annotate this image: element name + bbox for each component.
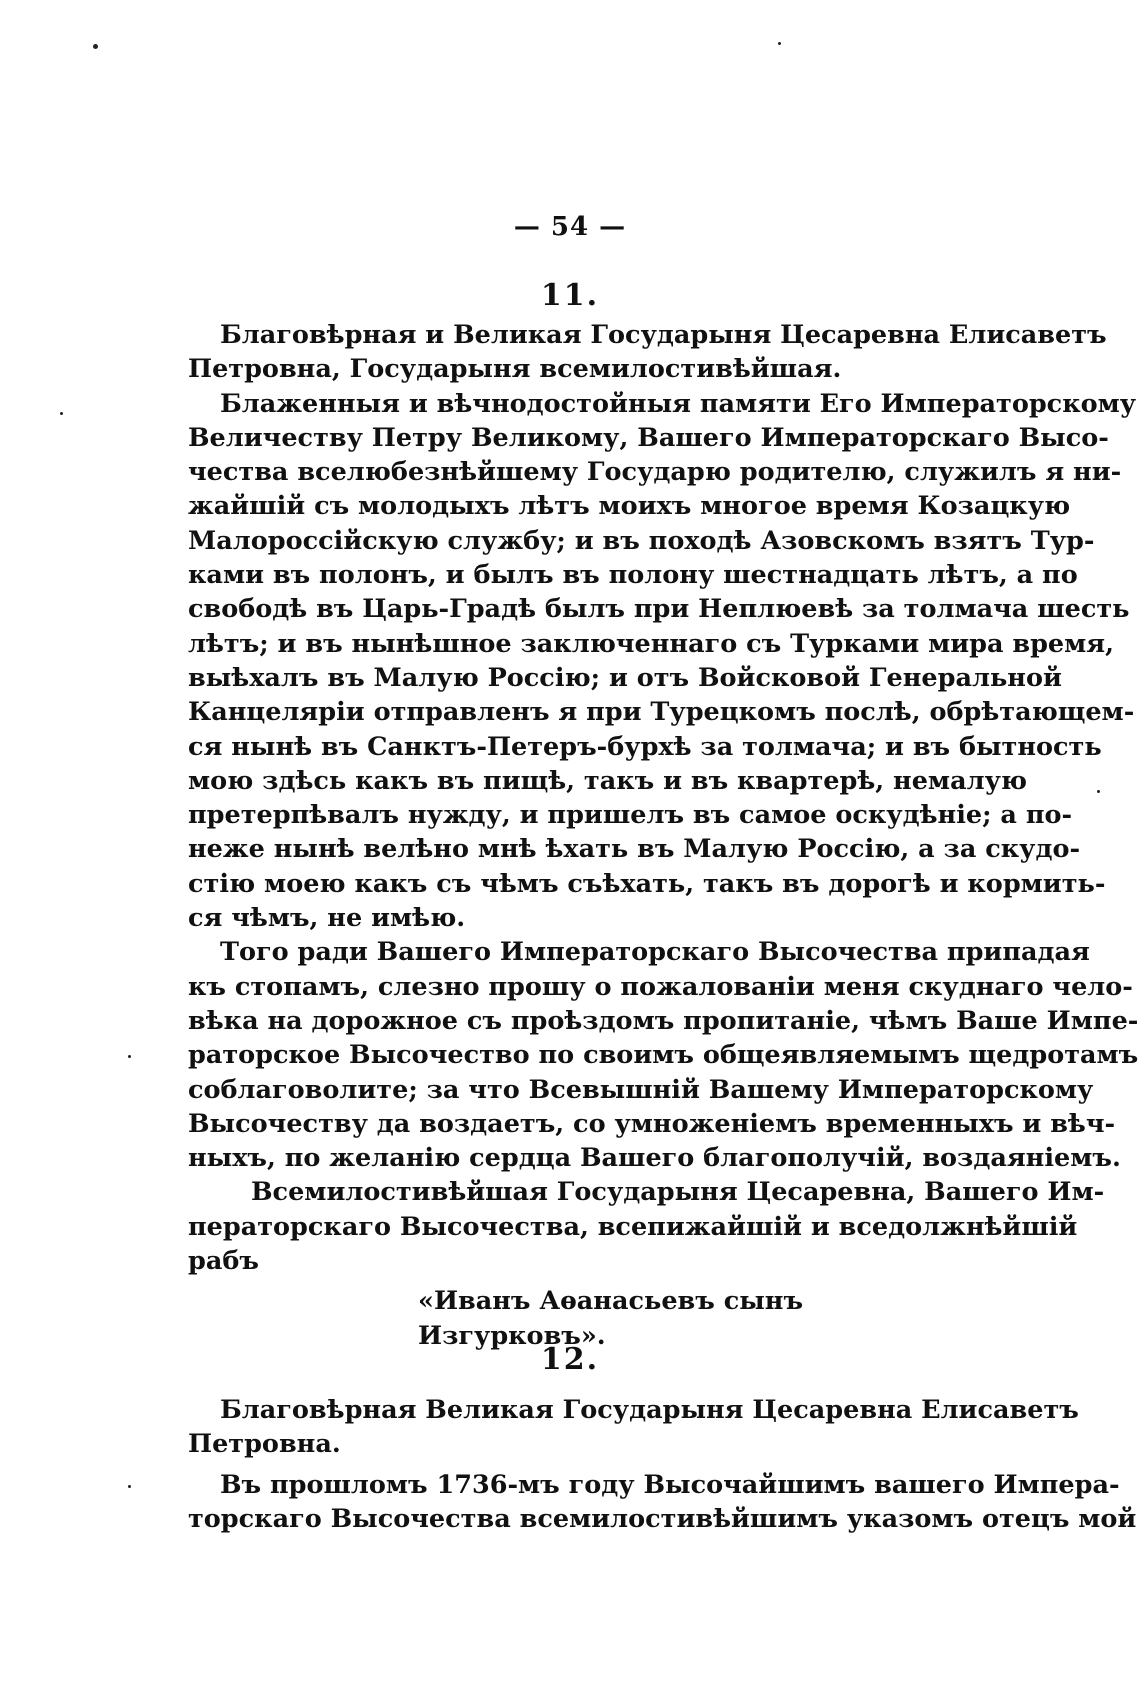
text-line: свободѣ въ Царь-Градѣ былъ при Неплюевѣ за толмача шесть [188, 594, 1130, 625]
text-line: раторское Высочество по своимъ общеявляемымъ щедротамъ [188, 1040, 1139, 1071]
text-line: мою здѣсь какъ въ пищѣ, такъ и въ квартерѣ, немалую [188, 765, 1028, 796]
text-line: Всемилостивѣйшая Государыня Цесаревна, Вашего Им- [251, 1177, 1105, 1208]
section-number-12: 12. [540, 1342, 600, 1377]
text-line: Малороссійскую службу; и въ походѣ Азовскомъ взятъ Тур- [188, 525, 1095, 556]
text-line: Петровна, Государыня всемилостивѣйшая. [188, 354, 842, 385]
section-number-11: 11. [540, 278, 600, 313]
text-line: Благовѣрная и Великая Государыня Цесаревна Елисаветъ [220, 320, 1107, 350]
text-line: жайшій съ молодыхъ лѣтъ моихъ многое время Козацкую [188, 491, 1071, 522]
text-line: Величеству Петру Великому, Вашего Императорскаго Высо- [188, 422, 1109, 453]
text-line: лѣтъ; и въ нынѣшное заключеннаго съ Турками мира время, [188, 628, 1115, 659]
section-12-text [188, 1393, 1137, 1536]
text-line: Петровна. [188, 1429, 341, 1460]
salutation [188, 318, 1107, 387]
page-number: — 54 — [513, 212, 627, 242]
text-line: неже нынѣ велѣно мнѣ ѣхать въ Малую Россію, а за скудо- [188, 834, 1081, 865]
scan-speck [93, 44, 98, 49]
text-line: претерпѣвалъ нужду, и пришелъ въ самое оскудѣніе; а по- [188, 800, 1073, 831]
text-line: Канцеляріи отправленъ я при Турецкомъ послѣ, обрѣтающем- [188, 697, 1135, 728]
text-line: выѣхалъ въ Малую Россію; и отъ Войсковой Генеральной [188, 662, 1062, 693]
body-paragraph [188, 387, 1137, 936]
body-paragraph [188, 1468, 1137, 1537]
text-line: Въ прошломъ 1736-мъ году Высочайшимъ вашего Импера- [220, 1469, 1120, 1500]
text-line: рабъ [188, 1246, 259, 1277]
text-line: чества вселюбезнѣйшему Государю родителю, служилъ я ни- [188, 457, 1122, 488]
scan-speck [60, 412, 63, 415]
text-line: соблаговолите; за что Всевышній Вашему Императорскому [188, 1074, 1094, 1105]
salutation [188, 1393, 1079, 1462]
text-line: стію моею какъ съ чѣмъ съѣхать, такъ въ дорогѣ и кормить- [188, 868, 1106, 899]
text-line: Благовѣрная Великая Государыня Цесаревна Елисаветъ [220, 1395, 1079, 1425]
scan-speck [778, 42, 781, 45]
text-line: ся чѣмъ, не имѣю. [188, 903, 466, 934]
text-line: ся нынѣ въ Санктъ-Петеръ-бурхѣ за толмача; и въ бытность [188, 731, 1102, 762]
scan-speck [1097, 790, 1100, 793]
text-line: ператорскаго Высочества, всепижайшій и вседолжнѣйшій [188, 1211, 1078, 1242]
petition-paragraph [188, 935, 1139, 1175]
text-line: Того ради Вашего Императорскаго Высочества припадая [220, 937, 1090, 968]
signature: «Иванъ Аѳанасьевъ сынъ Изгурковъ». [418, 1286, 804, 1351]
scan-speck [128, 1485, 131, 1488]
text-line: ками въ полонъ, и былъ въ полону шестнадцать лѣтъ, а по [188, 560, 1078, 591]
section-11-text [188, 318, 1139, 1353]
text-line: къ стопамъ, слезно прошу о пожалованіи меня скуднаго чело- [188, 971, 1133, 1002]
text-line: Блаженныя и вѣчнодостойныя памяти Его Императорскому [220, 388, 1137, 419]
text-line: вѣка на дорожное съ проѣздомъ пропитаніе, чѣмъ Ваше Импе- [188, 1005, 1139, 1036]
text-line: ныхъ, по желанію сердца Вашего благополучій, воздаяніемъ. [188, 1143, 1121, 1174]
text-line: Высочеству да воздаетъ, со умноженіемъ временныхъ и вѣч- [188, 1108, 1116, 1139]
text-line: торскаго Высочества всемилостивѣйшимъ указомъ отецъ мой [188, 1503, 1137, 1534]
closing-paragraph [188, 1175, 1105, 1278]
scan-speck [128, 1055, 131, 1058]
